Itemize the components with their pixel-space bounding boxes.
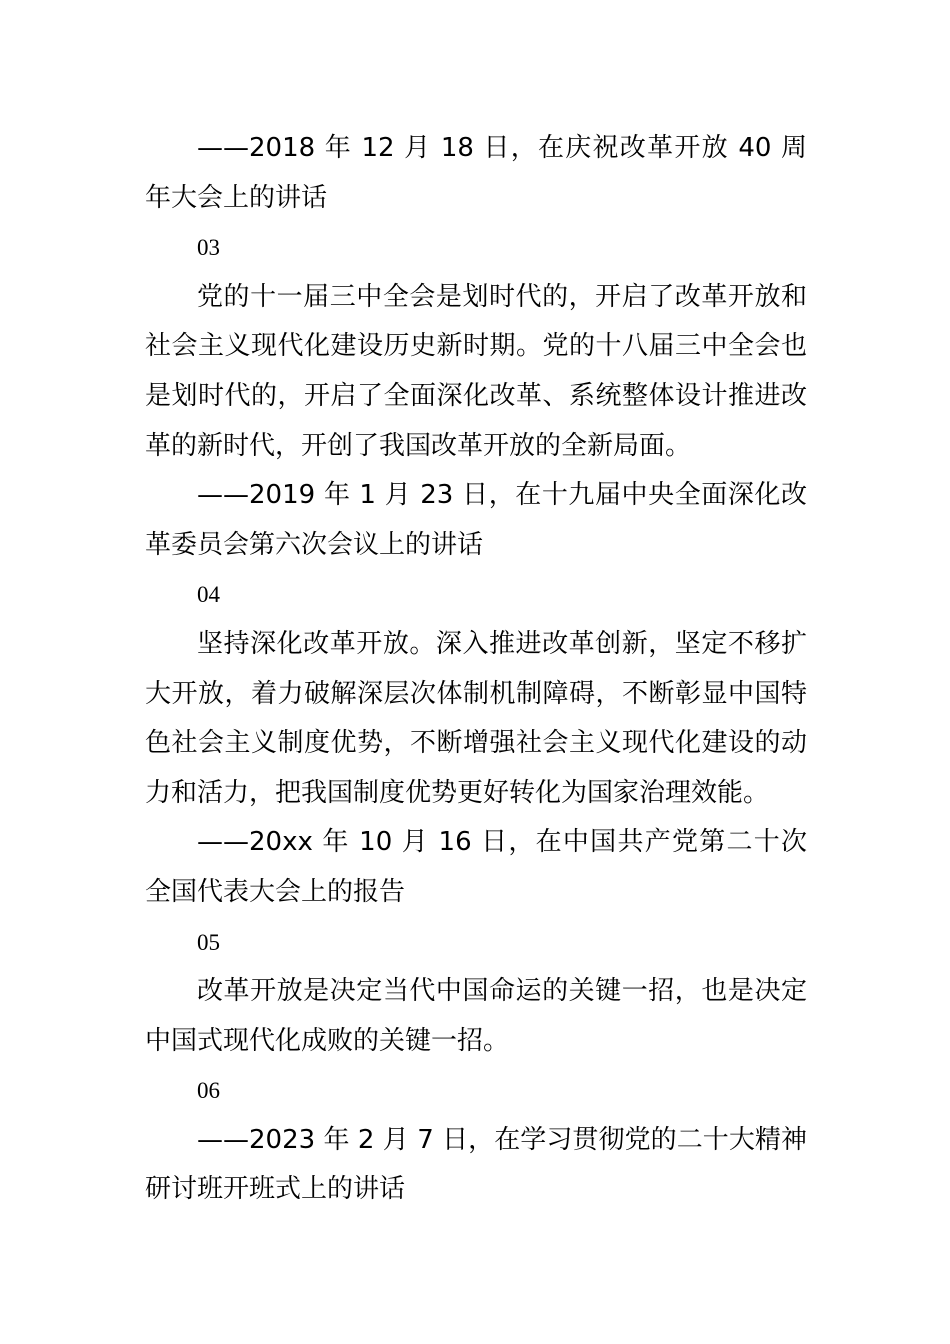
section-number-05: 05 <box>197 929 220 955</box>
source-line-4: ——2023 年 2 月 7 日，在学习贯彻党的二十大精神研讨班开班式上的讲话 <box>145 1124 807 1205</box>
document-page <box>145 124 807 1215</box>
section-number-03: 03 <box>197 235 220 261</box>
source-line-1: ——2018 年 12 月 18 日，在庆祝改革开放 40 周年大会上的讲话 <box>145 133 807 213</box>
section-number-04: 04 <box>197 582 220 608</box>
quote-paragraph-05: 改革开放是决定当代中国命运的关键一招，也是决定中国式现代化成败的关键一招。 <box>145 976 807 1056</box>
quote-paragraph-04: 坚持深化改革开放。深入推进改革创新，坚定不移扩大开放，着力破解深层次体制机制障碍，不断彰显中国特色社会主义制度优势，不断增强社会主义现代化建设的动力和活力，把我国制度优势更好转化为国家治理效能。 <box>145 628 807 808</box>
section-number-06: 06 <box>197 1078 220 1104</box>
quote-paragraph-03: 党的十一届三中全会是划时代的，开启了改革开放和社会主义现代化建设历史新时期。党的十八届三中全会也是划时代的，开启了全面深化改革、系统整体设计推进改革的新时代，开创了我国改革开放的全新局面。 <box>145 281 807 461</box>
source-line-3: ——20xx 年 10 月 16 日，在中国共产党第二十次全国代表大会上的报告 <box>145 827 807 907</box>
source-line-2: ——2019 年 1 月 23 日，在十九届中央全面深化改革委员会第六次会议上的讲话 <box>145 480 807 560</box>
